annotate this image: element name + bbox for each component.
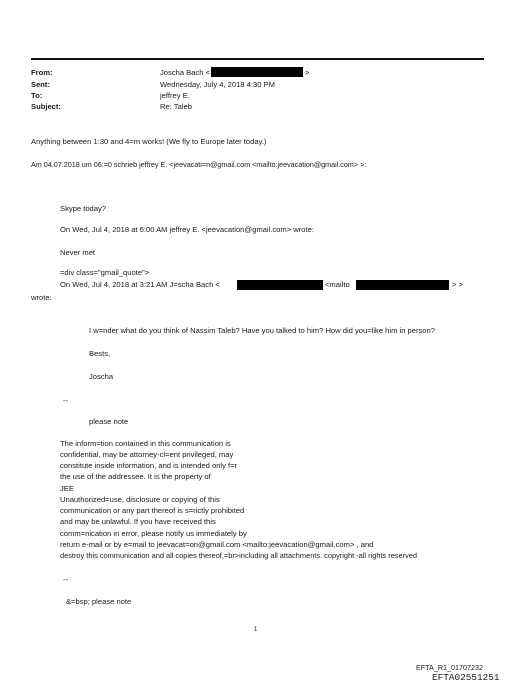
- from-label: From:: [31, 68, 53, 77]
- disclaimer-line: JEE: [60, 484, 74, 493]
- separator-dash: --: [63, 396, 69, 405]
- disclaimer-line: return e-mail or by e=mail to jeevacat=on@gmail.com <mailto:jeevacation@gmail.com> , and: [60, 540, 374, 549]
- wrote-line-2: On Wed, Jul 4, 2018 at 3:21 AM J=scha Bach <: [60, 280, 220, 289]
- disclaimer-line: comm=nication in error, please notify us immediately by: [60, 529, 247, 538]
- disclaimer-line: confidential, may be attorney-cl=ent privileged, may: [60, 450, 234, 459]
- wrote-line-2-mailto: <mailto: [325, 280, 350, 289]
- question-line: I w=nder what do you think of Nassim Taleb? Have you talked to him? How did you=like him in person?: [89, 326, 435, 335]
- quote-header-line: Am 04.07.2018 um 06:=0 schrieb jeffrey E. <jeevacati=n@gmail.com <mailto:jeevacation@gmail.com> >:: [31, 160, 367, 169]
- div-quote-line: =div class="gmail_quote">: [60, 268, 150, 277]
- from-value: Joscha Bach <: [160, 68, 211, 77]
- subject-label: Subject:: [31, 102, 61, 111]
- redaction-bar: [237, 280, 323, 290]
- sent-value: Wednesday, July 4, 2018 4:30 PM: [160, 80, 275, 89]
- page-number: 1: [254, 627, 258, 633]
- bests-line: Bests,: [89, 349, 111, 358]
- wrote-line-1: On Wed, Jul 4, 2018 at 6:00 AM jeffrey E. <jeevacation@gmail.com> wrote:: [60, 225, 314, 234]
- redaction-bar: [211, 67, 303, 77]
- disclaimer-line: The inform=tion contained in this communication is: [60, 439, 231, 448]
- disclaimer-line: and may be unlawful. If you have received this: [60, 517, 216, 526]
- wrote-line-2-end: > >: [452, 280, 463, 289]
- to-value: jeffrey E.: [160, 91, 190, 100]
- redaction-bar: [356, 280, 449, 290]
- bates-number-primary: EFTA_R1_01707232: [416, 663, 483, 672]
- from-suffix: >: [305, 68, 310, 77]
- separator-dash: --: [63, 575, 69, 584]
- disclaimer-line: Unauthorized=use, disclosure or copying of this: [60, 495, 220, 504]
- header-rule: [31, 58, 484, 60]
- never-met-line: Never met: [60, 248, 96, 257]
- reply-line: Anything between 1:30 and 4=m works! (We fly to Europe later today.): [31, 137, 267, 146]
- wrote-word: wrote:: [31, 293, 52, 302]
- skype-line: Skype today?: [60, 204, 107, 213]
- signoff-line: Joscha: [89, 372, 114, 381]
- subject-value: Re: Taleb: [160, 102, 192, 111]
- to-label: To:: [31, 91, 43, 100]
- sent-label: Sent:: [31, 80, 50, 89]
- please-note-line: please note: [89, 417, 129, 426]
- disclaimer-line: destroy this communication and all copies thereof,=br>including all attachments. copyright -all rights reserved: [60, 551, 417, 560]
- bates-number-secondary: EFTA02551251: [432, 672, 500, 683]
- disclaimer-line: the use of the addressee. It is the property of: [60, 472, 211, 481]
- nbsp-note-line: &=bsp; please note: [66, 597, 132, 606]
- disclaimer-line: communication or any part thereof is s=rictly prohibited: [60, 506, 245, 515]
- disclaimer-line: constitute inside information, and is intended only f=r: [60, 461, 238, 470]
